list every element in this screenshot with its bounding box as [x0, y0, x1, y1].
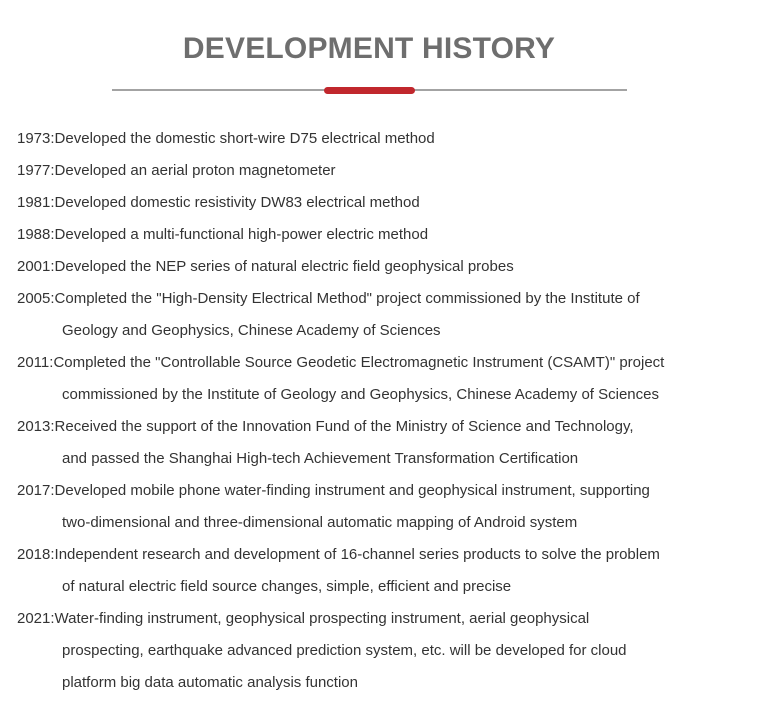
- history-line: Completed the "Controllable Source Geodetic Electromagnetic Instrument (CSAMT)" project: [53, 354, 665, 371]
- history-year: 2005: [17, 290, 51, 307]
- history-item: 2001 : Developed the NEP series of natural electric field geophysical probes: [17, 251, 747, 283]
- history-line: Developed an aerial proton magnetometer: [54, 162, 336, 179]
- title-divider-accent: [324, 87, 415, 94]
- history-line: Developed mobile phone water-finding instrument and geophysical instrument, supporting: [54, 482, 650, 499]
- history-line: platform big data automatic analysis function: [62, 674, 358, 691]
- history-item: 2018 : Independent research and development of 16-channel series products to solve the problem: [17, 539, 747, 571]
- history-line: Received the support of the Innovation Fund of the Ministry of Science and Technology,: [54, 418, 634, 435]
- history-item-continuation: [17, 379, 747, 411]
- history-line: Developed the domestic short-wire D75 electrical method: [54, 130, 435, 147]
- history-text: [55, 411, 634, 443]
- history-line: of natural electric field source changes, simple, efficient and precise: [62, 578, 512, 595]
- history-item-continuation: [17, 667, 747, 699]
- history-item: 1988 : Developed a multi-functional high-power electric method: [17, 219, 747, 251]
- history-text: [53, 347, 664, 379]
- history-year: 1977: [17, 162, 51, 179]
- history-item-continuation: [17, 443, 747, 475]
- history-text: [55, 603, 590, 635]
- history-item-continuation: [17, 571, 747, 603]
- history-line: prospecting, earthquake advanced prediction system, etc. will be developed for cloud: [62, 642, 627, 659]
- history-line: two-dimensional and three-dimensional automatic mapping of Android system: [62, 514, 578, 531]
- history-text: [55, 251, 514, 283]
- history-line: commissioned by the Institute of Geology and Geophysics, Chinese Academy of Sciences: [62, 386, 659, 403]
- history-line: Independent research and development of 16-channel series products to solve the problem: [54, 546, 660, 563]
- history-item: 2021 : Water-finding instrument, geophysical prospecting instrument, aerial geophysical: [17, 603, 747, 635]
- history-text: [55, 219, 429, 251]
- history-line: Geology and Geophysics, Chinese Academy of Sciences: [62, 322, 441, 339]
- history-line: Completed the "High-Density Electrical Method" project commissioned by the Institute of: [54, 290, 640, 307]
- history-line: Developed the NEP series of natural electric field geophysical probes: [54, 258, 514, 275]
- history-line: Water-finding instrument, geophysical prospecting instrument, aerial geophysical: [54, 610, 590, 627]
- history-line: Developed domestic resistivity DW83 electrical method: [54, 194, 420, 211]
- history-item: 2017 : Developed mobile phone water-finding instrument and geophysical instrument, supporting: [17, 475, 747, 507]
- history-list: [17, 123, 747, 699]
- history-item: 2011 : Completed the "Controllable Source Geodetic Electromagnetic Instrument (CSAMT)" project: [17, 347, 747, 379]
- history-year: 2021: [17, 610, 51, 627]
- history-year: 2017: [17, 482, 51, 499]
- section-header: [0, 0, 782, 110]
- history-item: 1973 : Developed the domestic short-wire D75 electrical method: [17, 123, 747, 155]
- history-item: 2013 : Received the support of the Innovation Fund of the Ministry of Science and Technology,: [17, 411, 747, 443]
- history-item: 2005 : Completed the "High-Density Electrical Method" project commissioned by the Institute of: [17, 283, 747, 315]
- history-text: [55, 187, 420, 219]
- history-line: and passed the Shanghai High-tech Achievement Transformation Certification: [62, 450, 579, 467]
- history-item-continuation: [17, 315, 747, 347]
- history-year: 2011: [17, 354, 50, 371]
- history-item: 1981 : Developed domestic resistivity DW83 electrical method: [17, 187, 747, 219]
- history-year: 2013: [17, 418, 51, 435]
- history-year: 2018: [17, 546, 51, 563]
- history-item: 1977 : Developed an aerial proton magnetometer: [17, 155, 747, 187]
- history-year: 2001: [17, 258, 51, 275]
- history-item-continuation: [17, 635, 747, 667]
- history-text: [55, 539, 660, 571]
- history-text: [55, 155, 336, 187]
- history-year: 1973: [17, 130, 51, 147]
- history-text: [55, 283, 640, 315]
- history-year: 1981: [17, 194, 51, 211]
- history-text: [55, 475, 650, 507]
- history-item-continuation: [17, 507, 747, 539]
- history-year: 1988: [17, 226, 51, 243]
- history-text: [55, 123, 435, 155]
- history-line: Developed a multi-functional high-power electric method: [54, 226, 429, 243]
- page-title: DEVELOPMENT HISTORY: [182, 32, 556, 65]
